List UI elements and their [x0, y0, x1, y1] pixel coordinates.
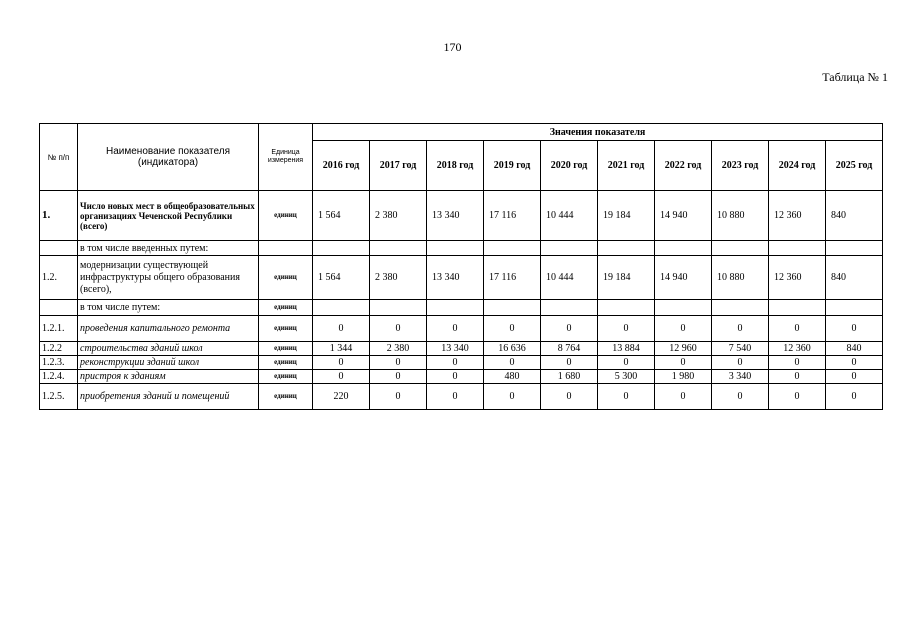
row-value: 0 [541, 316, 598, 342]
row-value: 13 340 [427, 342, 484, 356]
row-value [769, 300, 826, 316]
row-num: 1.2.5. [40, 384, 78, 410]
row-value: 0 [313, 370, 370, 384]
row-value [313, 241, 370, 256]
row-value: 0 [370, 316, 427, 342]
row-value: 1 564 [313, 191, 370, 241]
row-unit: единиц [259, 191, 313, 241]
row-value: 13 340 [427, 256, 484, 300]
row-name: модернизации существующей инфраструктуры общего образования (всего), [78, 256, 259, 300]
row-num: 1.2.4. [40, 370, 78, 384]
row-value: 0 [370, 356, 427, 370]
row-value: 2 380 [370, 191, 427, 241]
row-value: 0 [826, 356, 883, 370]
row-num [40, 241, 78, 256]
row-value [598, 300, 655, 316]
row-value: 1 564 [313, 256, 370, 300]
row-value [655, 300, 712, 316]
row-name: проведения капитального ремонта [78, 316, 259, 342]
year-header: 2021 год [598, 141, 655, 191]
row-value [712, 300, 769, 316]
row-value [370, 300, 427, 316]
row-unit: единиц [259, 316, 313, 342]
table-row [40, 370, 883, 384]
row-value: 0 [712, 356, 769, 370]
row-value: 840 [826, 256, 883, 300]
row-value [484, 300, 541, 316]
table-row [40, 384, 883, 410]
row-num: 1.2.2 [40, 342, 78, 356]
row-value: 16 636 [484, 342, 541, 356]
row-value: 0 [313, 316, 370, 342]
year-header: 2016 год [313, 141, 370, 191]
row-name: в том числе введенных путем: [78, 241, 259, 256]
row-value [826, 241, 883, 256]
col-header-unit: Единица измерения [259, 124, 313, 191]
col-header-name: Наименование показателя (индикатора) [78, 124, 259, 191]
row-value: 12 960 [655, 342, 712, 356]
row-unit: единиц [259, 256, 313, 300]
row-value: 0 [598, 356, 655, 370]
year-header: 2024 год [769, 141, 826, 191]
row-value: 0 [712, 316, 769, 342]
row-value: 0 [769, 370, 826, 384]
page-number: 170 [443, 40, 462, 54]
row-value: 0 [427, 356, 484, 370]
col-header-values: Значения показателя [313, 124, 883, 141]
row-value: 0 [313, 356, 370, 370]
row-value [313, 300, 370, 316]
row-value: 0 [826, 384, 883, 410]
row-value: 0 [427, 384, 484, 410]
table-row [40, 191, 883, 241]
table-row [40, 241, 883, 256]
row-name: строительства зданий школ [78, 342, 259, 356]
row-unit: единиц [259, 384, 313, 410]
row-value: 1 344 [313, 342, 370, 356]
row-num: 1.2.3. [40, 356, 78, 370]
row-value: 0 [370, 384, 427, 410]
row-value: 0 [484, 356, 541, 370]
row-value [427, 241, 484, 256]
row-num: 1.2.1. [40, 316, 78, 342]
row-name: приобретения зданий и помещений [78, 384, 259, 410]
row-num: 1. [40, 191, 78, 241]
row-value: 0 [655, 316, 712, 342]
row-value: 840 [826, 191, 883, 241]
year-header: 2018 год [427, 141, 484, 191]
row-value [826, 300, 883, 316]
row-num [40, 300, 78, 316]
year-header: 2017 год [370, 141, 427, 191]
row-value: 13 340 [427, 191, 484, 241]
row-value: 840 [826, 342, 883, 356]
row-value: 220 [313, 384, 370, 410]
row-value [655, 241, 712, 256]
row-value: 0 [712, 384, 769, 410]
year-header: 2025 год [826, 141, 883, 191]
table-row [40, 356, 883, 370]
row-value: 5 300 [598, 370, 655, 384]
table-row [40, 300, 883, 316]
year-header: 2020 год [541, 141, 598, 191]
row-unit: единиц [259, 300, 313, 316]
row-value [541, 241, 598, 256]
row-num: 1.2. [40, 256, 78, 300]
table-label: Таблица № 1 [822, 70, 888, 84]
row-unit: единиц [259, 356, 313, 370]
row-value: 0 [769, 316, 826, 342]
row-value: 0 [826, 370, 883, 384]
row-value: 10 880 [712, 191, 769, 241]
row-value: 10 880 [712, 256, 769, 300]
row-value [427, 300, 484, 316]
row-value: 0 [826, 316, 883, 342]
row-value: 17 116 [484, 256, 541, 300]
row-value: 3 340 [712, 370, 769, 384]
indicator-table [39, 123, 883, 410]
row-name: реконструкции зданий школ [78, 356, 259, 370]
year-header: 2022 год [655, 141, 712, 191]
year-header: 2023 год [712, 141, 769, 191]
table-row [40, 256, 883, 300]
row-value [484, 241, 541, 256]
row-value: 14 940 [655, 256, 712, 300]
row-value [712, 241, 769, 256]
row-value: 10 444 [541, 256, 598, 300]
row-value: 0 [769, 384, 826, 410]
row-value: 2 380 [370, 256, 427, 300]
row-unit: единиц [259, 342, 313, 356]
row-value: 0 [598, 384, 655, 410]
row-value [769, 241, 826, 256]
row-name: пристроя к зданиям [78, 370, 259, 384]
row-value: 1 680 [541, 370, 598, 384]
row-value: 0 [541, 356, 598, 370]
year-header: 2019 год [484, 141, 541, 191]
col-header-num: № п/п [40, 124, 78, 191]
row-value: 2 380 [370, 342, 427, 356]
row-name: Число новых мест в общеобразовательных организациях Чеченской Республики (всего) [78, 191, 259, 241]
row-value: 17 116 [484, 191, 541, 241]
row-value: 13 884 [598, 342, 655, 356]
row-value: 0 [427, 316, 484, 342]
table-row [40, 316, 883, 342]
row-value: 14 940 [655, 191, 712, 241]
row-value: 0 [370, 370, 427, 384]
row-value: 19 184 [598, 256, 655, 300]
row-value: 10 444 [541, 191, 598, 241]
row-value: 0 [484, 384, 541, 410]
row-value: 12 360 [769, 191, 826, 241]
row-value: 19 184 [598, 191, 655, 241]
row-value [598, 241, 655, 256]
row-name: в том числе путем: [78, 300, 259, 316]
row-value: 0 [541, 384, 598, 410]
row-value: 12 360 [769, 256, 826, 300]
row-value: 0 [427, 370, 484, 384]
row-value: 7 540 [712, 342, 769, 356]
row-value [541, 300, 598, 316]
row-value: 0 [655, 356, 712, 370]
row-value [370, 241, 427, 256]
row-value: 480 [484, 370, 541, 384]
row-value: 8 764 [541, 342, 598, 356]
row-value: 0 [769, 356, 826, 370]
row-value: 0 [655, 384, 712, 410]
row-unit: единиц [259, 370, 313, 384]
row-value: 12 360 [769, 342, 826, 356]
row-unit [259, 241, 313, 256]
row-value: 0 [484, 316, 541, 342]
row-value: 0 [598, 316, 655, 342]
table-row [40, 342, 883, 356]
row-value: 1 980 [655, 370, 712, 384]
